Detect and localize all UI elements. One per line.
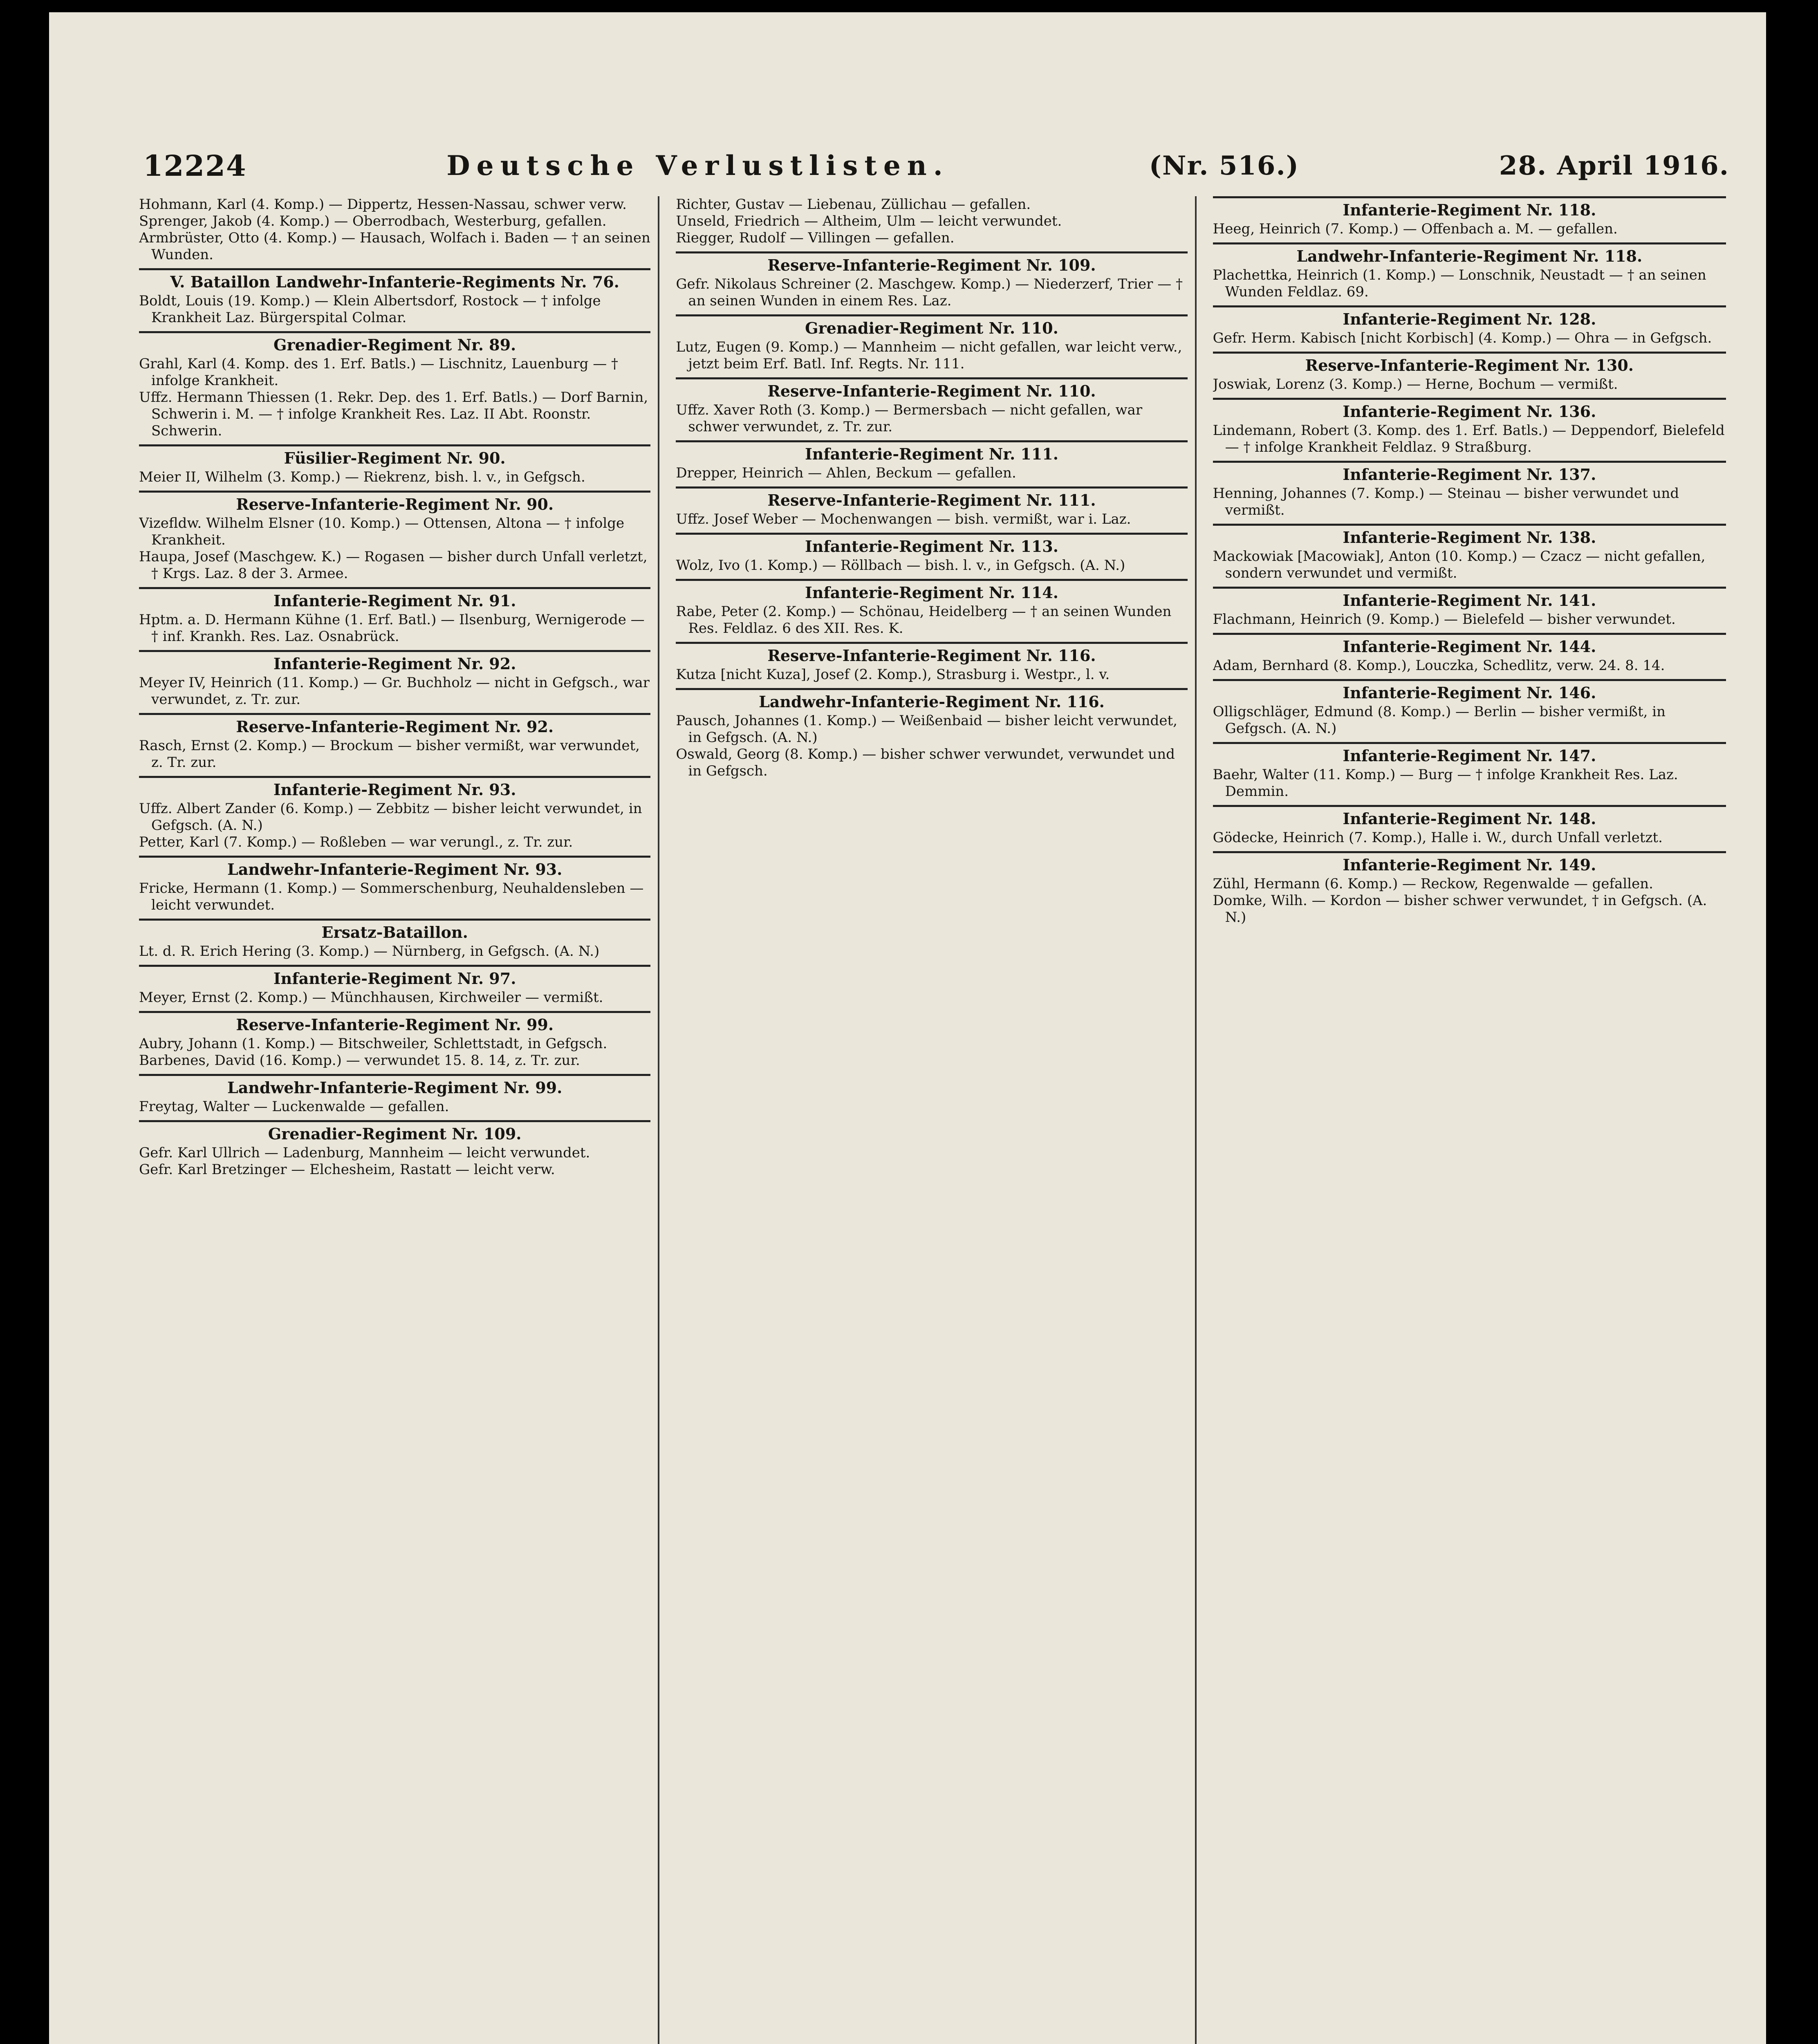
regiment-block xyxy=(1213,587,1726,628)
regiment-block xyxy=(1213,851,1726,926)
regiment-heading: Infanterie-Regiment Nr. 111. xyxy=(676,440,1187,463)
casualty-entry: Haupa, Josef (Maschgew. K.) — Rogasen — bisher durch Unfall verletzt, † Krgs. Laz. 8 der 3. Armee. xyxy=(139,549,648,582)
casualty-entry: Hptm. a. D. Hermann Kühne (1. Erf. Batl.) — Ilsenburg, Wernigerode — † inf. Krankh. Res. Laz. Osnabrück. xyxy=(139,612,645,645)
regiment-block xyxy=(139,776,650,851)
casualty-entry: Barbenes, David (16. Komp.) — verwundet 15. 8. 14, z. Tr. zur. xyxy=(139,1052,580,1069)
regiment-heading: Landwehr-Infanterie-Regiment Nr. 99. xyxy=(139,1074,650,1097)
regiment-heading: Reserve-Infanterie-Regiment Nr. 110. xyxy=(676,377,1187,400)
casualty-entry: Kutza [nicht Kuza], Josef (2. Komp.), Strasburg i. Westpr., l. v. xyxy=(676,666,1110,683)
regiment-block xyxy=(676,196,1187,247)
regiment-block xyxy=(676,251,1187,309)
casualty-entry: Meyer, Ernst (2. Komp.) — Münchhausen, Kirchweiler — vermißt. xyxy=(139,989,603,1006)
casualty-entry: Aubry, Johann (1. Komp.) — Bitschweiler, Schlettstadt, in Gefgsch. xyxy=(139,1035,607,1052)
regiment-block xyxy=(1213,305,1726,347)
regiment-heading: Landwehr-Infanterie-Regiment Nr. 116. xyxy=(676,688,1187,711)
casualty-entry: Adam, Bernhard (8. Komp.), Louczka, Schedlitz, verw. 24. 8. 14. xyxy=(1213,657,1665,674)
regiment-block xyxy=(676,533,1187,574)
masthead xyxy=(143,143,1729,188)
issue-number: (Nr. 516.) xyxy=(1149,150,1300,181)
regiment-block xyxy=(676,642,1187,683)
regiment-block xyxy=(1213,242,1726,300)
regiment-block xyxy=(139,650,650,708)
casualty-entry: Boldt, Louis (19. Komp.) — Klein Albertsdorf, Rostock — † infolge Krankheit Laz. Bürgerspital Colmar. xyxy=(139,293,601,326)
columns xyxy=(139,196,1733,2044)
regiment-heading: Reserve-Infanterie-Regiment Nr. 130. xyxy=(1213,352,1726,374)
casualty-entry: Pausch, Johannes (1. Komp.) — Weißenbaid — bisher leicht verwundet, in Gefgsch. (A. N.) xyxy=(676,713,1177,746)
casualty-entry: Rabe, Peter (2. Komp.) — Schönau, Heidelberg — † an seinen Wunden Res. Feldlaz. 6 des XII. Res. K. xyxy=(676,603,1172,637)
casualty-entry: Grahl, Karl (4. Komp. des 1. Erf. Batls.) — Lischnitz, Lauenburg — † infolge Krankheit. xyxy=(139,356,619,389)
regiment-heading: Infanterie-Regiment Nr. 149. xyxy=(1213,851,1726,874)
regiment-block xyxy=(1213,742,1726,800)
regiment-heading: Infanterie-Regiment Nr. 92. xyxy=(139,650,650,673)
regiment-heading: Infanterie-Regiment Nr. 141. xyxy=(1213,587,1726,610)
casualty-entry: Joswiak, Lorenz (3. Komp.) — Herne, Bochum — vermißt. xyxy=(1213,376,1618,392)
regiment-block xyxy=(676,688,1187,780)
regiment-heading: Grenadier-Regiment Nr. 110. xyxy=(676,314,1187,337)
regiment-heading: Reserve-Infanterie-Regiment Nr. 116. xyxy=(676,642,1187,665)
regiment-block xyxy=(676,486,1187,528)
casualty-entry: Uffz. Josef Weber — Mochenwangen — bish. vermißt, war i. Laz. xyxy=(676,511,1131,527)
casualty-entry: Meyer IV, Heinrich (11. Komp.) — Gr. Buchholz — nicht in Gefgsch., war verwundet, z. Tr. zur. xyxy=(139,675,650,708)
regiment-heading: Reserve-Infanterie-Regiment Nr. 92. xyxy=(139,713,650,736)
casualty-entry: Freytag, Walter — Luckenwalde — gefallen. xyxy=(139,1098,449,1115)
regiment-heading: Infanterie-Regiment Nr. 138. xyxy=(1213,524,1726,547)
casualty-entry: Gefr. Nikolaus Schreiner (2. Maschgew. Komp.) — Niederzerf, Trier — † an seinen Wunden in einem Res. Laz. xyxy=(676,276,1183,309)
regiment-block xyxy=(139,196,650,263)
regiment-heading: Infanterie-Regiment Nr. 114. xyxy=(676,579,1187,602)
regiment-block xyxy=(139,331,650,439)
text-column xyxy=(1213,196,1733,2044)
regiment-block xyxy=(139,919,650,960)
regiment-block xyxy=(676,440,1187,482)
casualty-entry: Vizefldw. Wilhelm Elsner (10. Komp.) — Ottensen, Altona — † infolge Krankheit. xyxy=(139,515,625,548)
regiment-heading: Infanterie-Regiment Nr. 91. xyxy=(139,587,650,610)
casualty-entry: Baehr, Walter (11. Komp.) — Burg — † infolge Krankheit Res. Laz. Demmin. xyxy=(1213,766,1678,800)
casualty-entry: Heeg, Heinrich (7. Komp.) — Offenbach a. M. — gefallen. xyxy=(1213,221,1618,237)
text-column xyxy=(676,196,1196,2044)
regiment-block xyxy=(676,579,1187,637)
regiment-block xyxy=(139,856,650,914)
regiment-block xyxy=(1213,352,1726,393)
regiment-heading: Infanterie-Regiment Nr. 147. xyxy=(1213,742,1726,765)
regiment-heading: Infanterie-Regiment Nr. 113. xyxy=(676,533,1187,556)
regiment-heading: Infanterie-Regiment Nr. 136. xyxy=(1213,398,1726,421)
casualty-entry: Mackowiak [Macowiak], Anton (10. Komp.) — Czacz — nicht gefallen, sondern verwundet und vermißt. xyxy=(1213,548,1706,581)
regiment-heading: Infanterie-Regiment Nr. 128. xyxy=(1213,305,1726,328)
casualty-entry: Uffz. Xaver Roth (3. Komp.) — Bermersbach — nicht gefallen, war schwer verwundet, z. Tr. zur. xyxy=(676,402,1143,435)
casualty-entry: Fricke, Hermann (1. Komp.) — Sommerschenburg, Neuhaldensleben — leicht verwundet. xyxy=(139,880,644,913)
regiment-block xyxy=(139,587,650,645)
newspaper-page xyxy=(49,12,1766,2044)
regiment-block xyxy=(139,1120,650,1178)
casualty-entry: Gödecke, Heinrich (7. Komp.), Halle i. W., durch Unfall verletzt. xyxy=(1213,829,1663,846)
casualty-entry: Richter, Gustav — Liebenau, Züllichau — gefallen. xyxy=(676,196,1031,213)
casualty-entry: Meier II, Wilhelm (3. Komp.) — Riekrenz, bish. l. v., in Gefgsch. xyxy=(139,469,585,485)
casualty-entry: Rasch, Ernst (2. Komp.) — Brockum — bisher vermißt, war verwundet, z. Tr. zur. xyxy=(139,737,640,771)
regiment-heading: Füsilier-Regiment Nr. 90. xyxy=(139,444,650,467)
regiment-block xyxy=(1213,461,1726,519)
regiment-heading: Landwehr-Infanterie-Regiment Nr. 118. xyxy=(1213,242,1726,265)
regiment-heading: Reserve-Infanterie-Regiment Nr. 109. xyxy=(676,251,1187,274)
regiment-block xyxy=(139,491,650,582)
regiment-block xyxy=(139,1074,650,1115)
regiment-block xyxy=(1213,679,1726,737)
casualty-entry: Flachmann, Heinrich (9. Komp.) — Bielefeld — bisher verwundet. xyxy=(1213,611,1676,628)
regiment-block xyxy=(139,1011,650,1069)
regiment-block xyxy=(1213,196,1726,238)
casualty-entry: Henning, Johannes (7. Komp.) — Steinau — bisher verwundet und vermißt. xyxy=(1213,485,1679,518)
casualty-entry: Plachettka, Heinrich (1. Komp.) — Lonschnik, Neustadt — † an seinen Wunden Feldlaz. 69. xyxy=(1213,267,1706,300)
regiment-heading: Ersatz-Bataillon. xyxy=(139,919,650,941)
casualty-entry: Gefr. Karl Bretzinger — Elchesheim, Rastatt — leicht verw. xyxy=(139,1161,555,1178)
casualty-entry: Unseld, Friedrich — Altheim, Ulm — leicht verwundet. xyxy=(676,213,1062,229)
casualty-entry: Hohmann, Karl (4. Komp.) — Dippertz, Hessen-Nassau, schwer verw. xyxy=(139,196,627,213)
regiment-block xyxy=(139,444,650,486)
casualty-entry: Oswald, Georg (8. Komp.) — bisher schwer verwundet, verwundet und in Gefgsch. xyxy=(676,746,1175,779)
casualty-entry: Armbrüster, Otto (4. Komp.) — Hausach, Wolfach i. Baden — † an seinen Wunden. xyxy=(139,230,650,263)
casualty-entry: Lt. d. R. Erich Hering (3. Komp.) — Nürnberg, in Gefgsch. (A. N.) xyxy=(139,943,600,959)
casualty-entry: Lutz, Eugen (9. Komp.) — Mannheim — nicht gefallen, war leicht verw., jetzt beim Erf. Batl. Inf. Regts. Nr. 111. xyxy=(676,339,1182,372)
regiment-heading: Grenadier-Regiment Nr. 89. xyxy=(139,331,650,354)
page-number: 12224 xyxy=(143,148,247,183)
issue-date: 28. April 1916. xyxy=(1499,150,1729,181)
casualty-entry: Wolz, Ivo (1. Komp.) — Röllbach — bish. l. v., in Gefgsch. (A. N.) xyxy=(676,557,1125,574)
regiment-heading: Infanterie-Regiment Nr. 93. xyxy=(139,776,650,799)
casualty-entry: Zühl, Hermann (6. Komp.) — Reckow, Regenwalde — gefallen. xyxy=(1213,876,1653,892)
regiment-heading: Infanterie-Regiment Nr. 146. xyxy=(1213,679,1726,702)
regiment-block xyxy=(676,377,1187,435)
text-column xyxy=(139,196,659,2044)
regiment-heading: Infanterie-Regiment Nr. 144. xyxy=(1213,633,1726,656)
regiment-block xyxy=(1213,633,1726,674)
casualty-entry: Gefr. Herm. Kabisch [nicht Korbisch] (4. Komp.) — Ohra — in Gefgsch. xyxy=(1213,330,1712,346)
casualty-entry: Uffz. Hermann Thiessen (1. Rekr. Dep. des 1. Erf. Batls.) — Dorf Barnin, Schwerin i. M. — † infolge Krankheit Res. Laz. II Abt. Roonstr. Schwerin. xyxy=(139,389,648,439)
casualty-entry: Drepper, Heinrich — Ahlen, Beckum — gefallen. xyxy=(676,465,1016,481)
regiment-heading: Reserve-Infanterie-Regiment Nr. 90. xyxy=(139,491,650,513)
regiment-heading: Infanterie-Regiment Nr. 118. xyxy=(1213,196,1726,219)
casualty-entry: Olligschläger, Edmund (8. Komp.) — Berlin — bisher vermißt, in Gefgsch. (A. N.) xyxy=(1213,704,1666,737)
regiment-heading: Infanterie-Regiment Nr. 148. xyxy=(1213,805,1726,828)
regiment-heading: V. Bataillon Landwehr-Infanterie-Regiments Nr. 76. xyxy=(139,268,650,291)
casualty-entry: Domke, Wilh. — Kordon — bisher schwer verwundet, † in Gefgsch. (A. N.) xyxy=(1213,892,1707,926)
regiment-block xyxy=(139,713,650,771)
casualty-entry: Riegger, Rudolf — Villingen — gefallen. xyxy=(676,230,955,246)
regiment-heading: Infanterie-Regiment Nr. 137. xyxy=(1213,461,1726,484)
casualty-entry: Lindemann, Robert (3. Komp. des 1. Erf. Batls.) — Deppendorf, Bielefeld — † infolge Krankheit Feldlaz. 9 Straßburg. xyxy=(1213,422,1725,455)
casualty-entry: Gefr. Karl Ullrich — Ladenburg, Mannheim — leicht verwundet. xyxy=(139,1145,590,1161)
regiment-heading: Grenadier-Regiment Nr. 109. xyxy=(139,1120,650,1143)
regiment-heading: Infanterie-Regiment Nr. 97. xyxy=(139,965,650,988)
casualty-entry: Sprenger, Jakob (4. Komp.) — Oberrodbach, Westerburg, gefallen. xyxy=(139,213,607,229)
publication-title: Deutsche Verlustlisten. xyxy=(446,150,949,182)
regiment-heading: Landwehr-Infanterie-Regiment Nr. 93. xyxy=(139,856,650,879)
casualty-entry: Petter, Karl (7. Komp.) — Roßleben — war verungl., z. Tr. zur. xyxy=(139,834,573,850)
regiment-block xyxy=(1213,524,1726,582)
regiment-block xyxy=(676,314,1187,372)
regiment-block xyxy=(1213,398,1726,456)
regiment-block xyxy=(139,965,650,1006)
regiment-heading: Reserve-Infanterie-Regiment Nr. 111. xyxy=(676,486,1187,509)
regiment-heading: Reserve-Infanterie-Regiment Nr. 99. xyxy=(139,1011,650,1034)
regiment-block xyxy=(1213,805,1726,846)
casualty-entry: Uffz. Albert Zander (6. Komp.) — Zebbitz — bisher leicht verwundet, in Gefgsch. (A. N.) xyxy=(139,800,642,834)
regiment-block xyxy=(139,268,650,326)
